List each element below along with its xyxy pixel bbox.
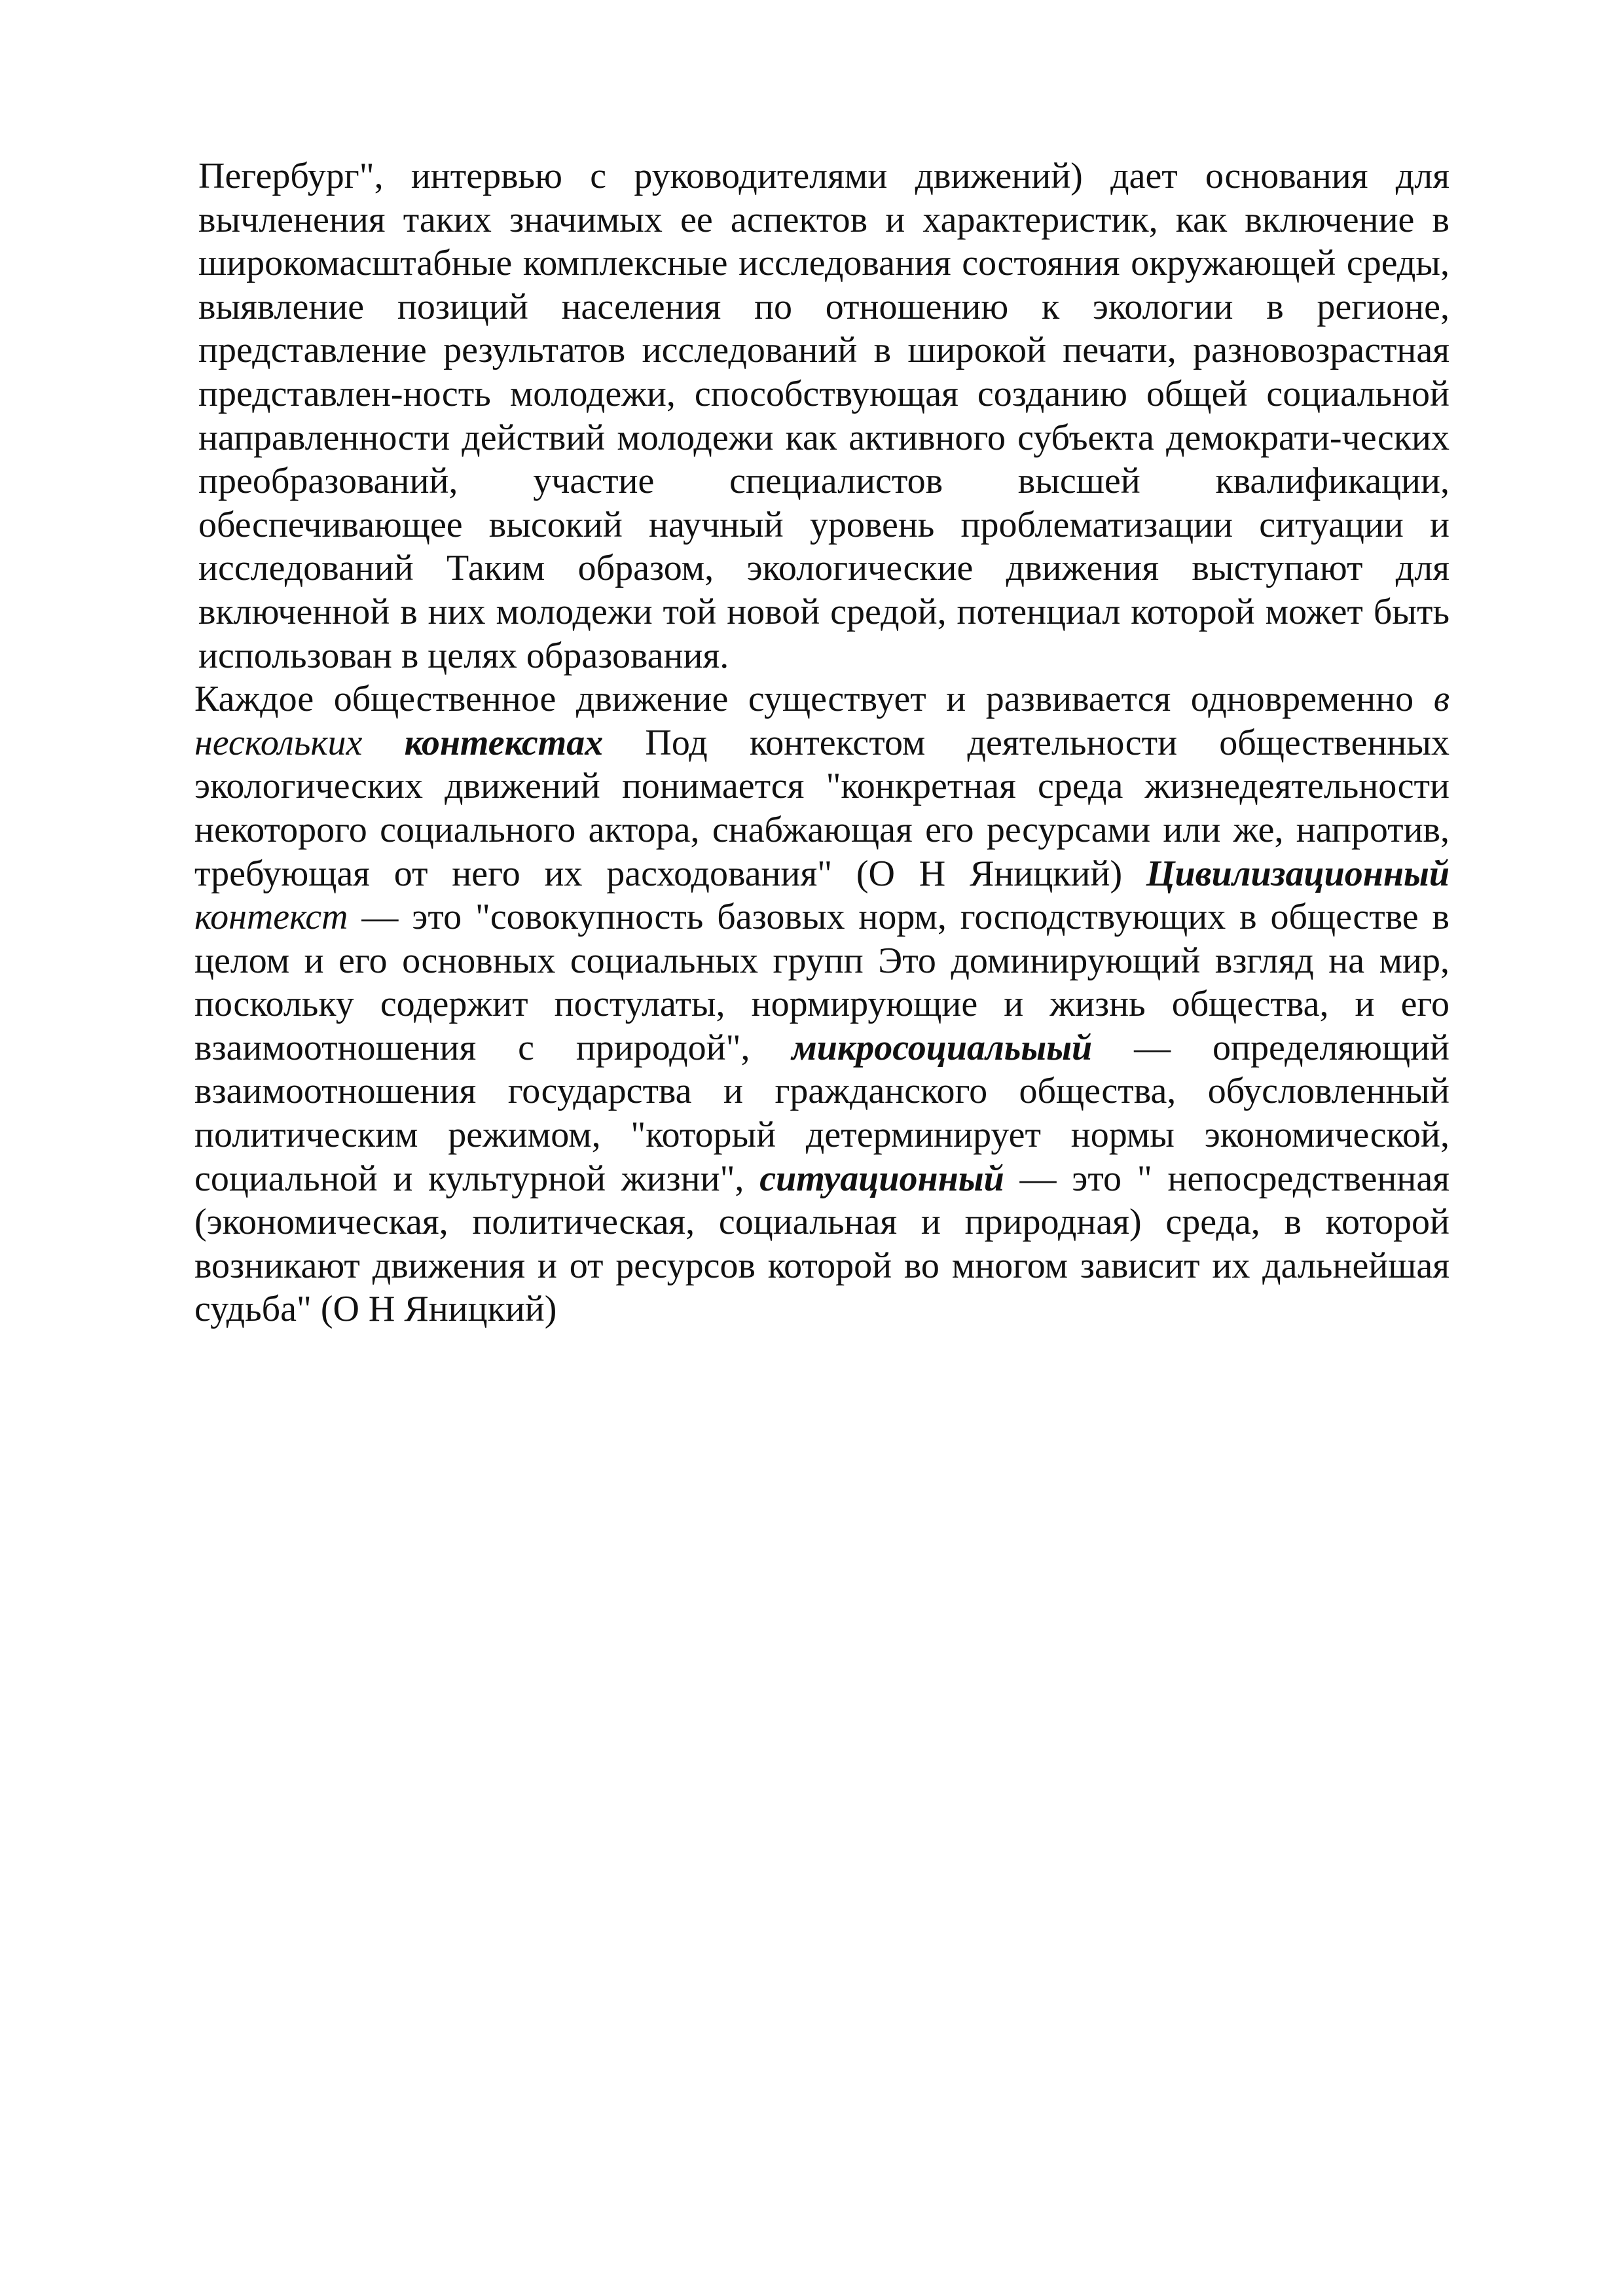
term-microsocial: микросоциальыый	[792, 1027, 1093, 1068]
term-civilizational: Цивилизационный	[1146, 853, 1450, 894]
emphasis-italic: в нескольких	[194, 679, 1450, 763]
paragraph-2-segment: Каждое общественное движение существует и развивается одновременно	[194, 679, 1434, 720]
paragraph-1	[194, 154, 1450, 677]
paragraph-2-segment: Под контекстом деятельности общественных экологических движений понимается "конкретная среда жизнедеятельности некоторого социального актора, снабжающая его ресурсами или же, напротив, требующая от него их расходования" (О Н Яницкий)	[194, 722, 1450, 894]
emphasis-italic: контекст	[194, 897, 348, 938]
paragraph-2	[194, 677, 1450, 1331]
paragraph-2-segment: — определяющий взаимоотношения государства и гражданского общества, обусловленный политическим режимом, "который детерминирует нормы экономической, социальной и культурной жизни",	[194, 1027, 1450, 1199]
term-situational: ситуационный	[759, 1158, 1004, 1199]
paragraph-2-segment: — это " непосредственная (экономическая, политическая, социальная и природная) среда, в которой возникают движения и от ресурсов которой во многом зависит их дальнейшая судьба" (О Н Яницкий)	[194, 1158, 1450, 1330]
term-kontekstah: контекстах	[404, 722, 604, 763]
paragraph-2-segment: — это "совокупность базовых норм, господствующих в обществе в целом и его основных социальных групп Это доминирующий взгляд на мир, поскольку содержит постулаты, нормирующие и жизнь общества, и его взаимоотношения с природой",	[194, 897, 1450, 1068]
body-text	[194, 154, 1450, 1331]
paragraph-1-text: Пегербург", интервью с руководителями движений) дает основания для вычленения таких значимых ее аспектов и характеристик, как включение в широкомасштабные комплексные исследования состояния окружающей среды, выявление позиций населения по отношению к экологии в регионе, представление результатов исследований в широкой печати, разновозрастная представлен-ность молодежи, способствующая созданию общей социальной направленности действий молодежи как активного субъекта демократи-ческих преобразований, участие специалистов высшей квалификации, обеспечивающее высокий научный уровень проблематизации ситуации и исследований Таким образом, экологические движения выступают для включенной в них молодежи той новой средой, потенциал которой может быть использован в целях образования.	[198, 156, 1450, 676]
